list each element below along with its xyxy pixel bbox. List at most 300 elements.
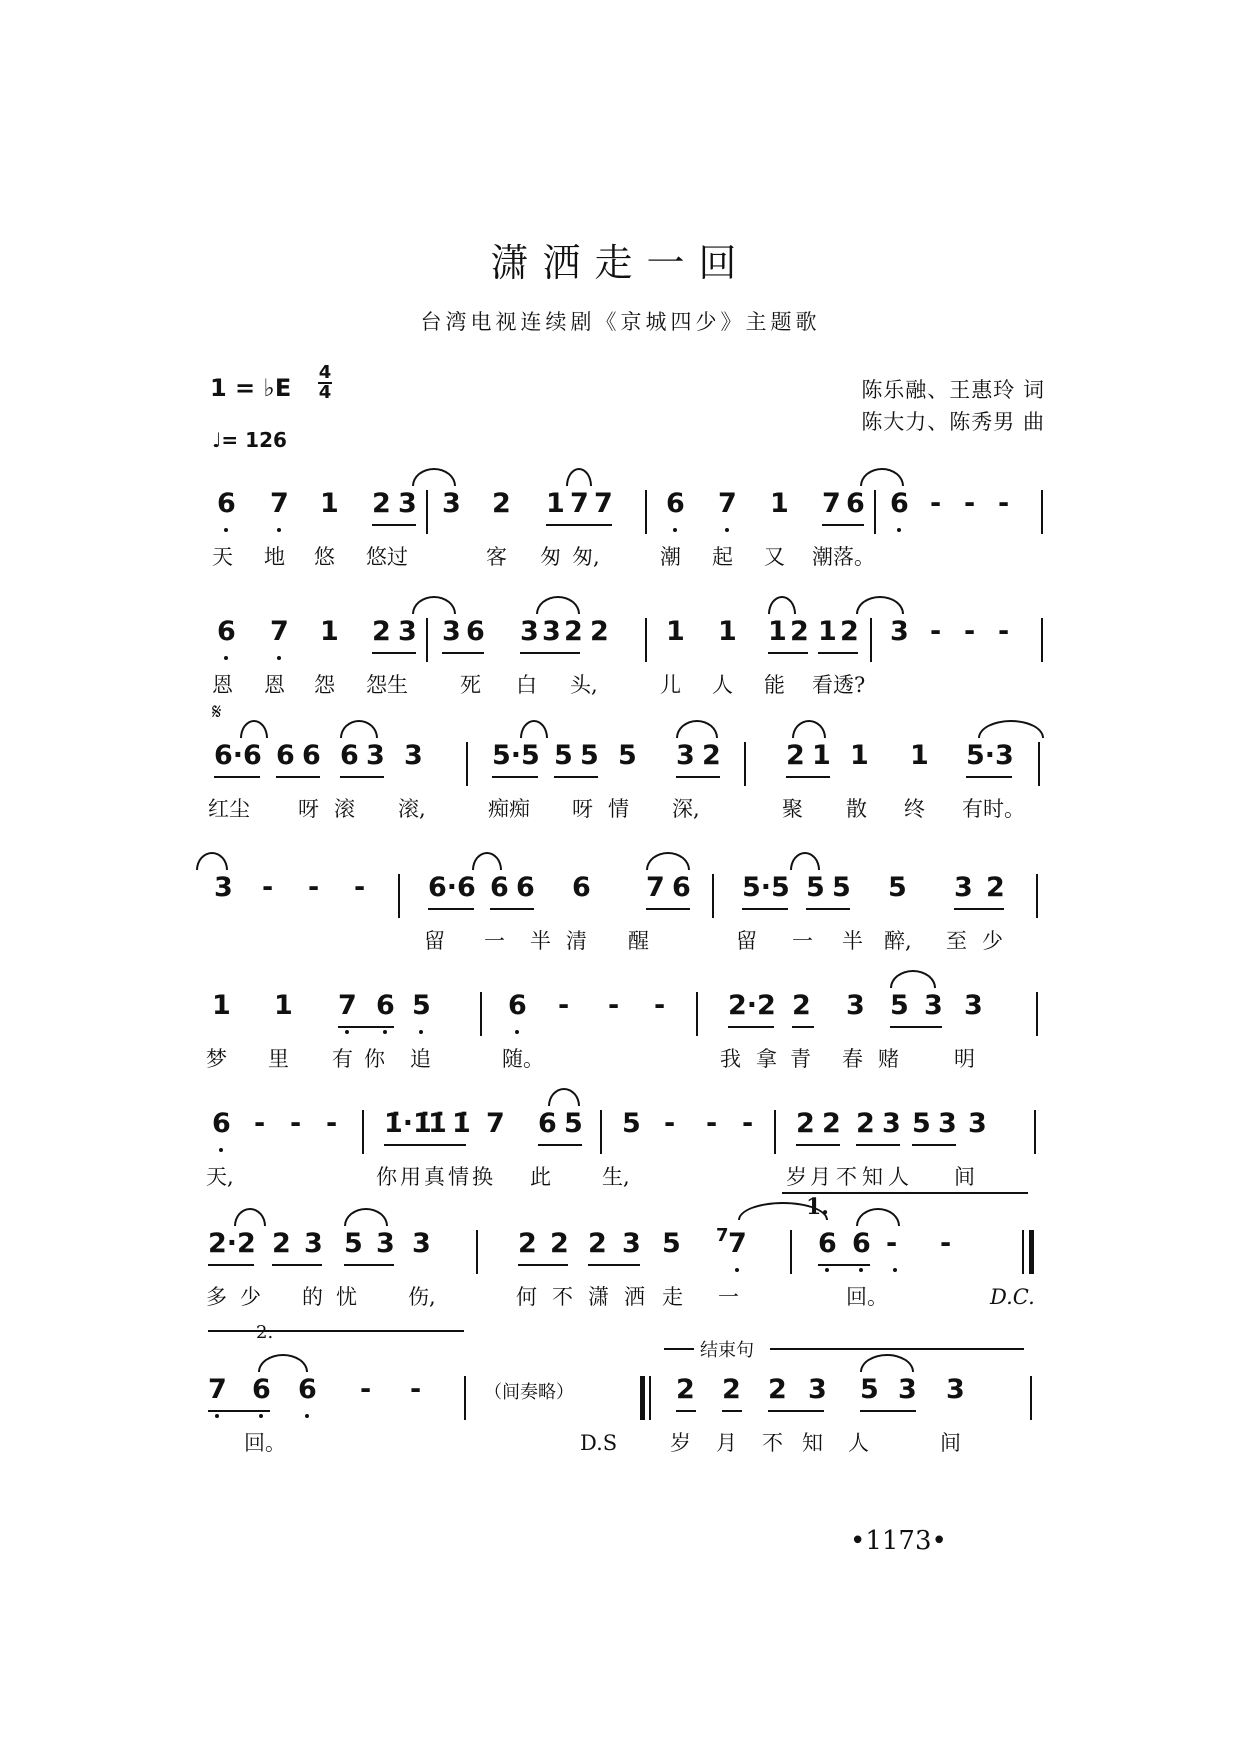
underline	[276, 776, 320, 778]
underline	[340, 776, 384, 778]
note: 1	[770, 488, 789, 519]
lower-octave-dot	[215, 1414, 219, 1418]
barline	[744, 742, 746, 786]
note: 5	[344, 1228, 363, 1259]
lyric: 散	[846, 797, 867, 821]
underline	[554, 776, 598, 778]
note: 5·5	[492, 740, 540, 771]
note: 2	[768, 1374, 787, 1405]
note: 3	[366, 740, 385, 771]
lyric: 人	[712, 673, 733, 697]
note: 1̇	[452, 1108, 471, 1139]
dash: -	[998, 488, 1010, 519]
note: 3	[520, 616, 539, 647]
lower-octave-dot	[383, 1030, 387, 1034]
staff-row-6	[0, 1108, 1241, 1198]
note: 1	[850, 740, 869, 771]
note: 1̇·1̇	[384, 1108, 432, 1139]
lyricist-credit: 陈乐融、王惠玲 词	[861, 378, 1045, 402]
note: 5	[564, 1108, 583, 1139]
note: 3	[412, 1228, 431, 1259]
note: 6	[466, 616, 485, 647]
dash: -	[664, 1108, 676, 1139]
lower-octave-dot	[259, 1414, 263, 1418]
lyric: 岁	[786, 1165, 807, 1189]
lyric: 情	[448, 1165, 469, 1189]
note: 2	[564, 616, 583, 647]
slur	[790, 852, 820, 870]
lyric: 知	[802, 1431, 823, 1455]
note: 7	[718, 488, 737, 519]
note: 5	[554, 740, 573, 771]
lyric: 恩	[212, 673, 233, 697]
lyric: 潇	[588, 1285, 609, 1309]
lyric: 终	[904, 797, 925, 821]
barline	[712, 874, 714, 918]
note: 7	[570, 488, 589, 519]
lyric: 潮	[660, 545, 681, 569]
lyric: 一	[792, 929, 813, 953]
lyric: 生,	[602, 1165, 630, 1189]
slur	[856, 596, 904, 614]
note: 2	[518, 1228, 537, 1259]
note: 2	[590, 616, 609, 647]
note: 6	[890, 488, 909, 519]
volta-1-label: 1.	[806, 1194, 829, 1220]
note: 6	[490, 872, 509, 903]
underline	[520, 652, 580, 654]
lyric: 深,	[672, 797, 700, 821]
lyric: 真	[424, 1165, 445, 1189]
lower-octave-dot	[673, 528, 677, 532]
dash: -	[930, 488, 942, 519]
lyric: 恩	[264, 673, 285, 697]
slur	[676, 720, 718, 738]
lyric: 又	[764, 545, 785, 569]
note: 6·6	[428, 872, 476, 903]
note: 3	[890, 616, 909, 647]
staff-row-1	[0, 488, 1241, 578]
note: 5	[860, 1374, 879, 1405]
underline	[860, 1410, 916, 1412]
underline	[890, 1026, 942, 1028]
note: 3	[398, 488, 417, 519]
slur	[646, 852, 690, 870]
note: 3	[968, 1108, 987, 1139]
staff-row-5	[0, 990, 1241, 1080]
dash: -	[964, 488, 976, 519]
note: 5	[832, 872, 851, 903]
note: 6	[666, 488, 685, 519]
note: 1	[212, 990, 231, 1021]
note: 2	[588, 1228, 607, 1259]
lyric: 痴痴	[488, 797, 530, 821]
note: 1	[718, 616, 737, 647]
lyric: 随。	[502, 1047, 544, 1071]
underline	[646, 908, 690, 910]
lyric: 走	[662, 1285, 683, 1309]
ending-label: 结束句	[700, 1340, 754, 1361]
slur	[234, 1208, 266, 1226]
dash: -	[326, 1108, 338, 1139]
note: 3	[846, 990, 865, 1021]
underline	[768, 652, 808, 654]
lyric: 滚	[334, 797, 355, 821]
dash: -	[998, 616, 1010, 647]
note: 3	[924, 990, 943, 1021]
slur	[240, 720, 268, 738]
dash: -	[706, 1108, 718, 1139]
time-signature: 4 4	[318, 362, 332, 403]
dash: -	[654, 990, 666, 1021]
note: 2	[550, 1228, 569, 1259]
lyric: 拿	[756, 1047, 777, 1071]
slur	[520, 720, 548, 738]
lyric: 人	[848, 1431, 869, 1455]
note: 1	[320, 488, 339, 519]
note: 3	[622, 1228, 641, 1259]
underline	[966, 776, 1012, 778]
staff-row-3	[0, 740, 1241, 830]
note: 2	[372, 616, 391, 647]
note: 1	[274, 990, 293, 1021]
lyric: 忧	[336, 1285, 357, 1309]
lyric: 半	[530, 929, 551, 953]
lyric: 能	[764, 673, 785, 697]
lyric: 知	[862, 1165, 883, 1189]
lower-octave-dot	[224, 528, 228, 532]
barline	[1041, 490, 1043, 534]
lyric: 你	[364, 1047, 385, 1071]
barline	[600, 1110, 602, 1154]
lyric: 起	[712, 545, 733, 569]
slur	[768, 596, 796, 614]
dal-segno-mark: D.S	[580, 1431, 618, 1455]
note: 2	[492, 488, 511, 519]
slur	[258, 1354, 308, 1372]
interlude-note: （间奏略）	[484, 1382, 574, 1403]
slur	[196, 852, 228, 870]
underline	[822, 524, 864, 526]
underline	[338, 1026, 394, 1028]
underline	[546, 524, 612, 526]
note: 3	[404, 740, 423, 771]
lyric: 头,	[570, 673, 598, 697]
slur	[860, 1354, 914, 1372]
underline	[742, 908, 788, 910]
dash: -	[308, 872, 320, 903]
lyric: 不	[762, 1431, 783, 1455]
underline	[588, 1264, 640, 1266]
note: 2	[822, 1108, 841, 1139]
note: 1̇	[428, 1108, 447, 1139]
ending-line-left	[664, 1348, 694, 1350]
lyric: 半	[842, 929, 863, 953]
lyric: 醉,	[884, 929, 912, 953]
note: 2	[676, 1374, 695, 1405]
underline	[954, 908, 1004, 910]
note: 6·6	[214, 740, 262, 771]
lower-octave-dot	[825, 1268, 829, 1272]
lyric: 留	[424, 929, 445, 953]
note: -	[886, 1228, 898, 1259]
slur	[344, 1208, 388, 1226]
lower-octave-dot	[305, 1414, 309, 1418]
lyric: 悠过	[366, 545, 408, 569]
repeat-barline	[649, 1376, 651, 1420]
underline	[786, 776, 830, 778]
lyric: 潮落。	[812, 545, 875, 569]
barline	[1038, 742, 1040, 786]
lyric: 匆	[540, 545, 561, 569]
note: 6	[508, 990, 527, 1021]
note: 5	[806, 872, 825, 903]
lyric: 少	[982, 929, 1003, 953]
barline	[1041, 618, 1043, 662]
underline	[676, 776, 720, 778]
underline	[818, 652, 858, 654]
note: 1	[768, 616, 787, 647]
note: 3	[398, 616, 417, 647]
dash: -	[262, 872, 274, 903]
dash: -	[290, 1108, 302, 1139]
lyric: 红尘	[208, 797, 250, 821]
barline	[398, 874, 400, 918]
barline	[362, 1110, 364, 1154]
note: 2	[796, 1108, 815, 1139]
lyric: 有	[332, 1047, 353, 1071]
lyric: 天	[212, 545, 233, 569]
lyric: 死	[460, 673, 481, 697]
lyric: 聚	[782, 797, 803, 821]
dash: -	[940, 1228, 952, 1259]
note: 5	[912, 1108, 931, 1139]
note: 5	[412, 990, 431, 1021]
lower-octave-dot	[897, 528, 901, 532]
note: 7	[822, 488, 841, 519]
staff-row-4	[0, 872, 1241, 962]
lyric: 月	[716, 1431, 737, 1455]
barline	[480, 992, 482, 1036]
note: 1	[818, 616, 837, 647]
note: 6	[376, 990, 395, 1021]
barline	[645, 618, 647, 662]
dash: -	[254, 1108, 266, 1139]
lyric: 少	[240, 1285, 261, 1309]
underline	[214, 776, 260, 778]
underline	[818, 1264, 870, 1266]
underline	[372, 524, 416, 526]
note: 3	[882, 1108, 901, 1139]
lower-octave-dot	[893, 1268, 897, 1272]
lyric: 天,	[206, 1165, 234, 1189]
lyric: 一	[718, 1285, 739, 1309]
note: 2	[722, 1374, 741, 1405]
lyric: 呀	[572, 797, 593, 821]
lyric: 有时。	[962, 797, 1025, 821]
lower-octave-dot	[735, 1268, 739, 1272]
lyric: 匆,	[572, 545, 600, 569]
lyric: 回。	[846, 1285, 888, 1309]
lyric: 留	[736, 929, 757, 953]
note: 5	[890, 990, 909, 1021]
lyric: 儿	[660, 673, 681, 697]
lyric: 一	[484, 929, 505, 953]
lyric: 间	[954, 1165, 975, 1189]
note: 1	[812, 740, 831, 771]
slur	[472, 852, 502, 870]
underline	[722, 1410, 742, 1412]
note: 6	[276, 740, 295, 771]
lyric: 多	[206, 1285, 227, 1309]
note: 2·2	[208, 1228, 256, 1259]
lyric: 客	[486, 545, 507, 569]
underline	[676, 1410, 696, 1412]
staff-row-8	[0, 1374, 1241, 1464]
barline	[1036, 874, 1038, 918]
lyric: 梦	[206, 1047, 227, 1071]
lyric: 清	[566, 929, 587, 953]
page-number: •1173•	[850, 1526, 947, 1556]
note: 5	[662, 1228, 681, 1259]
lyric: 醒	[628, 929, 649, 953]
note: 3	[808, 1374, 827, 1405]
lower-octave-dot	[219, 1148, 223, 1152]
lower-octave-dot	[515, 1030, 519, 1034]
barline	[790, 1230, 792, 1274]
note: 2	[786, 740, 805, 771]
lower-octave-dot	[419, 1030, 423, 1034]
lyric: 月	[810, 1165, 831, 1189]
barline	[476, 1230, 478, 1274]
note: 2	[790, 616, 809, 647]
slur	[890, 970, 936, 988]
slur	[792, 720, 826, 738]
dash: -	[930, 616, 942, 647]
note: 5	[618, 740, 637, 771]
note: 3	[938, 1108, 957, 1139]
note: 2	[272, 1228, 291, 1259]
underline	[538, 1144, 582, 1146]
note: 6	[252, 1374, 271, 1405]
barline	[426, 490, 428, 534]
dash: -	[410, 1374, 422, 1405]
note: 6	[846, 488, 865, 519]
note: 1	[666, 616, 685, 647]
note: 1	[910, 740, 929, 771]
song-subtitle: 台湾电视连续剧《京城四少》主题歌	[420, 310, 821, 334]
note: 2	[856, 1108, 875, 1139]
lyric: 看透?	[812, 673, 866, 697]
lyric: 的	[302, 1285, 323, 1309]
lyric: 至	[946, 929, 967, 953]
ending-line-right	[770, 1348, 1024, 1350]
staff-row-7	[0, 1225, 1241, 1318]
barline	[1036, 992, 1038, 1036]
note: 5·5	[742, 872, 790, 903]
note: 7	[270, 616, 289, 647]
slur	[412, 596, 456, 614]
note: 6	[340, 740, 359, 771]
lyric: 不	[836, 1165, 857, 1189]
underline	[442, 652, 484, 654]
barline	[1034, 1110, 1036, 1154]
lyric: 怨生	[366, 673, 408, 697]
note: 3	[946, 1374, 965, 1405]
underline	[272, 1264, 322, 1266]
note: 3	[676, 740, 695, 771]
note: 6	[217, 616, 236, 647]
grace-note: 7	[716, 1225, 729, 1246]
slur	[548, 1088, 580, 1106]
note: 6	[217, 488, 236, 519]
composer-credit: 陈大力、陈秀男 曲	[861, 410, 1045, 434]
lyric: 呀	[298, 797, 319, 821]
barline	[645, 490, 647, 534]
lower-octave-dot	[725, 528, 729, 532]
note: 5	[888, 872, 907, 903]
note: 3	[442, 616, 461, 647]
note: 6	[302, 740, 321, 771]
lyric: 地	[264, 545, 285, 569]
tempo-marking: ♩= 126	[212, 428, 287, 452]
note: 3	[954, 872, 973, 903]
lyric: 追	[410, 1047, 431, 1071]
lyric: 回。	[244, 1431, 286, 1455]
repeat-barline-thick	[1029, 1230, 1034, 1274]
dash: -	[360, 1374, 372, 1405]
dash: -	[354, 872, 366, 903]
slur	[860, 468, 904, 486]
note: 2	[792, 990, 811, 1021]
note: 3	[898, 1374, 917, 1405]
note: 3	[442, 488, 461, 519]
underline	[792, 1026, 814, 1028]
barline	[774, 1110, 776, 1154]
note: 7	[486, 1108, 505, 1139]
slur	[856, 1208, 900, 1226]
underline	[912, 1144, 956, 1146]
note: 3	[376, 1228, 395, 1259]
note: 7	[728, 1228, 747, 1259]
lower-octave-dot	[859, 1268, 863, 1272]
lyric: 换	[472, 1165, 493, 1189]
note: 5	[580, 740, 599, 771]
underline	[344, 1264, 394, 1266]
underline	[856, 1144, 900, 1146]
note: 2	[840, 616, 859, 647]
note: 3	[214, 872, 233, 903]
lyric: 滚,	[398, 797, 426, 821]
lyric: 里	[268, 1047, 289, 1071]
note: 2	[702, 740, 721, 771]
note: 6	[572, 872, 591, 903]
underline	[428, 908, 474, 910]
dash: -	[608, 990, 620, 1021]
underline	[728, 1026, 774, 1028]
lyric: 情	[608, 797, 629, 821]
repeat-barline-thick	[640, 1376, 645, 1420]
slur	[566, 468, 592, 486]
note: 2·2	[728, 990, 776, 1021]
note: 6	[212, 1108, 231, 1139]
dash: -	[964, 616, 976, 647]
barline	[870, 618, 872, 662]
barline	[874, 490, 876, 534]
lyric: 伤,	[408, 1285, 436, 1309]
underline	[796, 1144, 840, 1146]
slur	[978, 720, 1044, 738]
